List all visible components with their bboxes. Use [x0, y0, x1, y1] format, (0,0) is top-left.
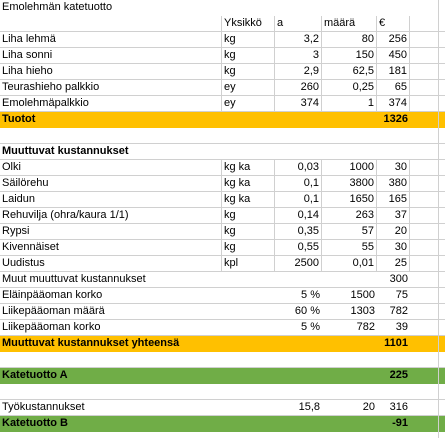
row-qty[interactable]: 20 — [362, 401, 375, 413]
row-total[interactable]: 165 — [377, 192, 410, 207]
row-price[interactable]: 15,8 — [298, 401, 320, 413]
variable-total-label[interactable]: Muuttuvat kustannukset yhteensä — [2, 337, 180, 349]
income-total-value[interactable]: 1326 — [383, 113, 408, 125]
income-row — [0, 32, 445, 48]
row-name[interactable]: Liikepääoman korko — [2, 321, 101, 333]
header-qty[interactable]: määrä — [322, 16, 377, 31]
sheet-title[interactable]: Emolehmän katetuotto — [2, 1, 113, 13]
row-qty[interactable]: 0,01 — [322, 256, 377, 271]
header-price[interactable]: a — [275, 16, 322, 31]
row-total[interactable]: 380 — [377, 176, 410, 191]
row-unit[interactable]: kg — [222, 240, 275, 255]
sheet-title-row — [0, 0, 445, 16]
row-qty[interactable]: 0,25 — [322, 80, 377, 95]
row-qty[interactable]: 57 — [322, 224, 377, 239]
row-total[interactable]: 450 — [377, 48, 410, 63]
column-edge — [438, 0, 439, 438]
row-name[interactable]: Liikepääoman määrä — [2, 305, 105, 317]
row-name[interactable]: Rypsi — [0, 224, 222, 239]
row-qty[interactable]: 1 — [322, 96, 377, 111]
row-price[interactable]: 5 % — [301, 289, 320, 301]
income-row — [0, 64, 445, 80]
row-name[interactable]: Olki — [0, 160, 222, 175]
row-unit[interactable]: kg ka — [222, 176, 275, 191]
row-name[interactable]: Kivennäiset — [0, 240, 222, 255]
row-name[interactable]: Liha hieho — [0, 64, 222, 79]
variable-row — [0, 288, 445, 304]
row-unit[interactable]: kg ka — [222, 192, 275, 207]
row-qty[interactable]: 55 — [322, 240, 377, 255]
variable-row — [0, 160, 445, 176]
variable-row — [0, 304, 445, 320]
row-name[interactable]: Emolehmäpalkkio — [0, 96, 222, 111]
row-unit[interactable]: kg ka — [222, 160, 275, 175]
row-price[interactable]: 0,14 — [275, 208, 322, 223]
variable-costs-heading[interactable]: Muuttuvat kustannukset — [2, 145, 129, 157]
row-unit[interactable]: ey — [222, 96, 275, 111]
blank-row — [0, 384, 445, 400]
row-unit[interactable]: kg — [222, 208, 275, 223]
header-empty-f[interactable] — [410, 16, 438, 31]
column-header-row — [0, 16, 445, 32]
row-price[interactable]: 0,1 — [275, 192, 322, 207]
variable-row — [0, 256, 445, 272]
row-total[interactable]: 181 — [377, 64, 410, 79]
blank-row — [0, 128, 445, 144]
row-total[interactable]: 39 — [395, 321, 408, 333]
row-name[interactable]: Säilörehu — [0, 176, 222, 191]
row-total[interactable]: 30 — [377, 160, 410, 175]
income-total-row — [0, 112, 445, 128]
row-price[interactable]: 0,03 — [275, 160, 322, 175]
row-total[interactable]: 20 — [377, 224, 410, 239]
row-unit[interactable]: ey — [222, 80, 275, 95]
variable-row — [0, 224, 445, 240]
margin-b-label[interactable]: Katetuotto B — [2, 417, 68, 429]
margin-a-row — [0, 368, 445, 384]
row-name[interactable]: Rehuvilja (ohra/kaura 1/1) — [0, 208, 222, 223]
header-empty[interactable] — [0, 16, 222, 31]
income-row — [0, 96, 445, 112]
row-name[interactable]: Teurashieho palkkio — [0, 80, 222, 95]
income-total-label[interactable]: Tuotot — [2, 113, 36, 125]
variable-total-value[interactable]: 1101 — [384, 337, 408, 349]
row-qty[interactable]: 1500 — [350, 289, 375, 301]
row-name[interactable]: Liha sonni — [0, 48, 222, 63]
variable-row — [0, 192, 445, 208]
variable-row — [0, 240, 445, 256]
row-price[interactable]: 2500 — [275, 256, 322, 271]
row-qty[interactable]: 80 — [322, 32, 377, 47]
row-price[interactable]: 0,1 — [275, 176, 322, 191]
row-qty[interactable]: 150 — [322, 48, 377, 63]
variable-row — [0, 176, 445, 192]
row-price[interactable]: 5 % — [301, 321, 320, 333]
row-qty[interactable]: 1000 — [322, 160, 377, 175]
variable-row — [0, 208, 445, 224]
row-name[interactable]: Liha lehmä — [0, 32, 222, 47]
row-total[interactable]: 256 — [377, 32, 410, 47]
row-unit[interactable]: kg — [222, 64, 275, 79]
row-name[interactable]: Muut muuttuvat kustannukset — [2, 273, 146, 285]
row-total[interactable]: 300 — [389, 273, 408, 285]
row-name[interactable]: Laidun — [0, 192, 222, 207]
variable-row — [0, 272, 445, 288]
row-qty[interactable]: 1303 — [350, 305, 375, 317]
row-unit[interactable]: kg — [222, 224, 275, 239]
margin-a-label[interactable]: Katetuotto A — [2, 369, 68, 381]
variable-row — [0, 320, 445, 336]
row-total[interactable]: 782 — [389, 305, 408, 317]
row-name[interactable]: Työkustannukset — [2, 401, 85, 413]
row-unit[interactable]: kg — [222, 48, 275, 63]
row-qty[interactable]: 263 — [322, 208, 377, 223]
row-total[interactable]: 374 — [377, 96, 410, 111]
row-price[interactable]: 0,55 — [275, 240, 322, 255]
margin-b-value[interactable]: -91 — [392, 417, 408, 429]
row-unit[interactable]: kpl — [222, 256, 275, 271]
variable-costs-heading-row — [0, 144, 445, 160]
row-qty[interactable]: 62,5 — [322, 64, 377, 79]
row-total[interactable]: 65 — [377, 80, 410, 95]
row-price[interactable]: 374 — [275, 96, 322, 111]
row-qty[interactable]: 3800 — [322, 176, 377, 191]
row-price[interactable]: 3 — [275, 48, 322, 63]
blank-row — [0, 352, 445, 368]
row-total[interactable]: 75 — [395, 289, 408, 301]
header-unit[interactable]: Yksikkö — [222, 16, 275, 31]
row-price[interactable]: 3,2 — [275, 32, 322, 47]
row-total[interactable]: 316 — [389, 401, 408, 413]
row-total[interactable]: 30 — [377, 240, 410, 255]
row-name[interactable]: Eläinpääoman korko — [2, 289, 103, 301]
row-price[interactable]: 260 — [275, 80, 322, 95]
row-qty[interactable]: 1650 — [322, 192, 377, 207]
row-total[interactable]: 37 — [377, 208, 410, 223]
variable-total-row — [0, 336, 445, 352]
labor-row — [0, 400, 445, 416]
income-row — [0, 48, 445, 64]
row-price[interactable]: 2,9 — [275, 64, 322, 79]
row-unit[interactable]: kg — [222, 32, 275, 47]
margin-b-row — [0, 416, 445, 432]
row-price[interactable]: 60 % — [294, 305, 320, 317]
row-name[interactable]: Uudistus — [0, 256, 222, 271]
row-total[interactable]: 25 — [377, 256, 410, 271]
header-total[interactable]: € — [377, 16, 410, 31]
row-price[interactable]: 0,35 — [275, 224, 322, 239]
row-qty[interactable]: 782 — [356, 321, 375, 333]
margin-a-value[interactable]: 225 — [389, 369, 408, 381]
income-row — [0, 80, 445, 96]
